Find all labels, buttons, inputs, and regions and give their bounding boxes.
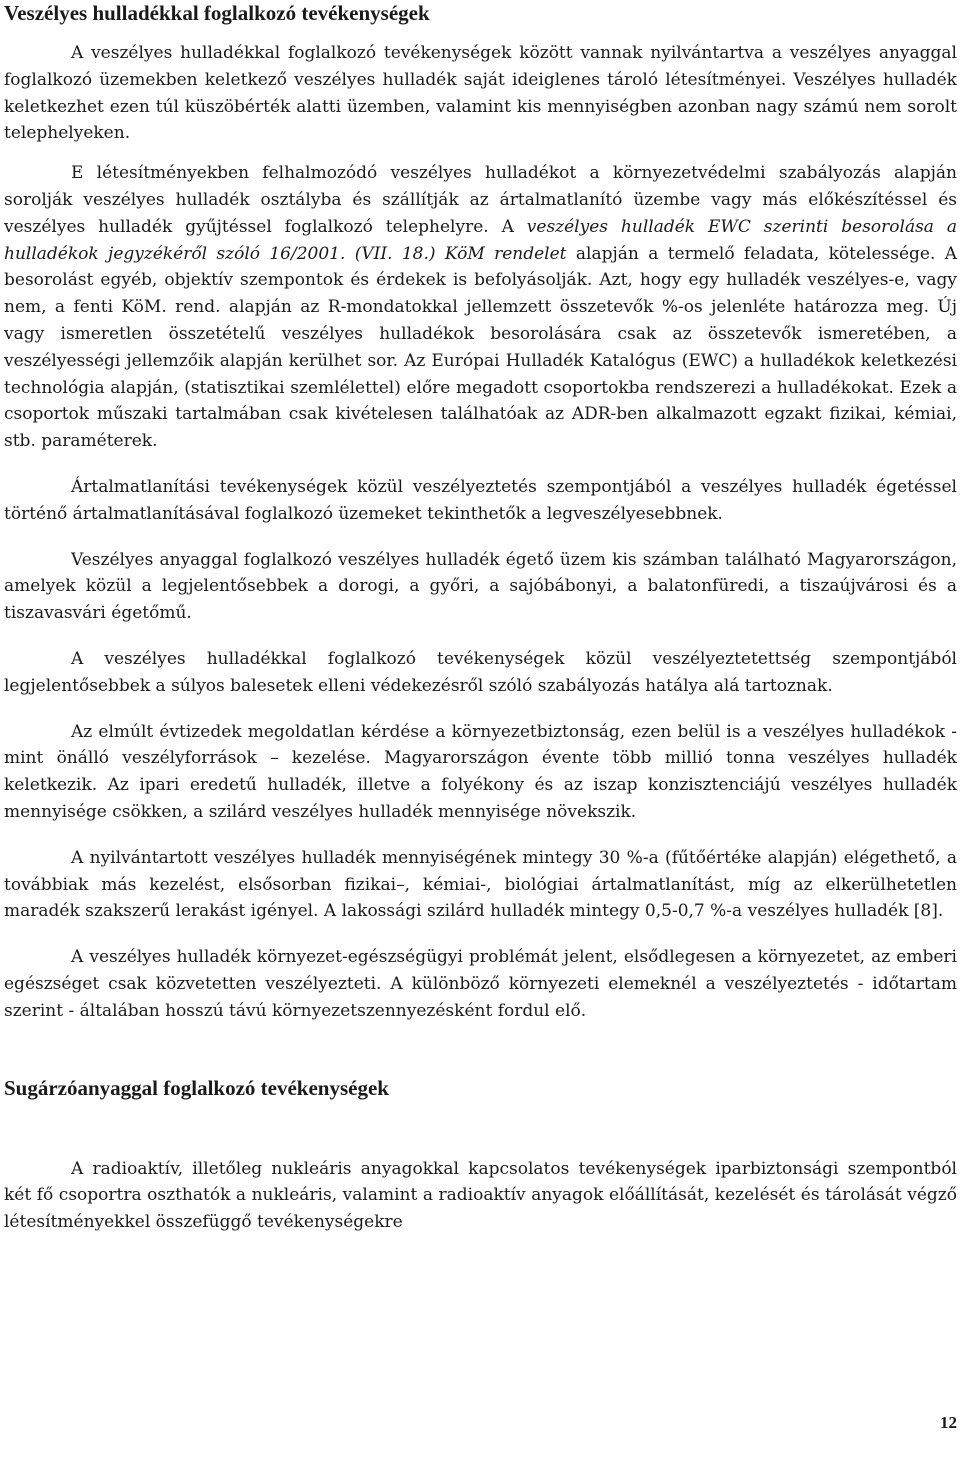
paragraph-text: A veszélyes hulladékkal foglalkozó tevékenységek közül veszélyeztetettség szempontjából legjelentősebbek a súlyos balesetek elleni védekezésről szóló szabályozás hatálya alá tartoznak. (4, 648, 957, 696)
paragraph-8 (4, 944, 957, 1024)
paragraph-text: A veszélyes hulladékkal foglalkozó tevékenységek között vannak nyilvántartva a veszélyes anyaggal foglalkozó üzemekben keletkező veszélyes hulladék saját ideiglenes tároló létesítményei. Veszélyes hulladék keletkezhet ezen túl küszöbérték alatti üzemben, valamint kis mennyiségben azonban nagy számú nem sorolt telephelyeken. (4, 43, 957, 144)
paragraph-3 (4, 474, 957, 528)
paragraph-text: E létesítményekben felhalmozódó veszélyes hulladékot a környezetvédelmi szabályozás alapján sorolják veszélyes hulladék osztályba és szállítják az ártalmatlanító üzembe vagy más előkészítéssel és veszélyes hulladék gyűjtéssel foglalkozó telephelyre. A (4, 163, 957, 237)
paragraph-text: Az elmúlt évtizedek megoldatlan kérdése a környezetbiztonság, ezen belül is a veszélyes hulladékok - mint önálló veszélyforrások – kezelése. Magyarországon évente több millió tonna veszélyes hulladék keletkezik. Az ipari eredetű hulladék, illetve a folyékony és az iszap konzisztenciájú veszélyes hulladék mennyisége csökken, a szilárd veszélyes hulladék mennyisége növekszik. (4, 721, 957, 822)
paragraph-text: A nyilvántartott veszélyes hulladék mennyiségének mintegy 30 %-a (fűtőértéke alapján) elégethető, a továbbiak más kezelést, elsősorban fizikai–, kémiai-, biológiai ártalmatlanítást, míg az elkerülhetetlen maradék szakszerű lerakást igényel. A lakossági szilárd hulladék mintegy 0,5-0,7 %-a veszélyes hulladék [8]. (4, 847, 957, 922)
regulation-citation: veszélyes hulladék EWC szerinti besorolása a hulladékok jegyzékéről szóló 16/2001. (VII. 18.) KöM rendelet (4, 216, 957, 264)
section-heading-hazardous-waste: Veszélyes hulladékkal foglalkozó tevékenységek (4, 1, 430, 25)
paragraph-7 (4, 845, 957, 925)
paragraph-4 (4, 547, 957, 627)
paragraph-text: A veszélyes hulladék környezet-egészségügyi problémát jelent, elsődlegesen a környezetet, az emberi egészséget csak közvetetten veszélyezteti. A különböző környezeti elemeknél a veszélyeztetés - időtartam szerint - általában hosszú távú környezetszennyezésként fordul elő. (4, 947, 957, 1021)
paragraph-5 (4, 646, 957, 700)
paragraph-2 (4, 160, 957, 455)
paragraph-text: A radioaktív, illetőleg nukleáris anyagokkal kapcsolatos tevékenységek iparbiztonsági szempontból két fő csoportra oszthatók a nukleáris, valamint a radioaktív anyagok előállítását, kezelését és tárolását végző létesítményekkel összefüggő tevékenységekre (4, 1158, 957, 1233)
paragraph-text: Ártalmatlanítási tevékenységek közül veszélyeztetés szempontjából a veszélyes hulladék égetéssel történő ártalmatlanításával foglalkozó üzemeket tekinthetők a legveszélyesebbnek. (4, 476, 957, 524)
page-number: 12 (940, 1413, 957, 1432)
document-page (4, 0, 957, 1236)
paragraph-text: alapján a termelő feladata, kötelessége. A besorolást egyéb, objektív szempontok és érdekek is befolyásolják. Azt, hogy egy hulladék veszélyes-e, vagy nem, a fenti KöM. rend. alapján az R-mondatokkal jellemzett összetevők %-os jelenléte határozza meg. Új vagy ismeretlen összetételű veszélyes hulladékok besorolására csak az összetevők ismeretében, a veszélyességi jellemzőik alapján kerülhet sor. Az Európai Hulladék Katalógus (EWC) a hulladékok keletkezési technológia alapján, (statisztikai szemlélettel) előre megadott csoportokba rendszerezi a hulladékokat. Ezek a csoportok műszaki tartalmában csak kivételesen találhatóak az ADR-ben alkalmazott egzakt fizikai, kémiai, stb. paraméterek. (4, 243, 958, 452)
section-heading-radioactive: Sugárzóanyaggal foglalkozó tevékenységek (4, 1075, 389, 1100)
paragraph-1 (4, 40, 957, 147)
paragraph-9 (4, 1156, 957, 1236)
paragraph-text: Veszélyes anyaggal foglalkozó veszélyes hulladék égető üzem kis számban található Magyarországon, amelyek közül a legjelentősebbek a dorogi, a győri, a sajóbábonyi, a balatonfüredi, a tiszaújvárosi és a tiszavasvári égetőmű. (4, 549, 957, 624)
paragraph-6 (4, 719, 957, 826)
